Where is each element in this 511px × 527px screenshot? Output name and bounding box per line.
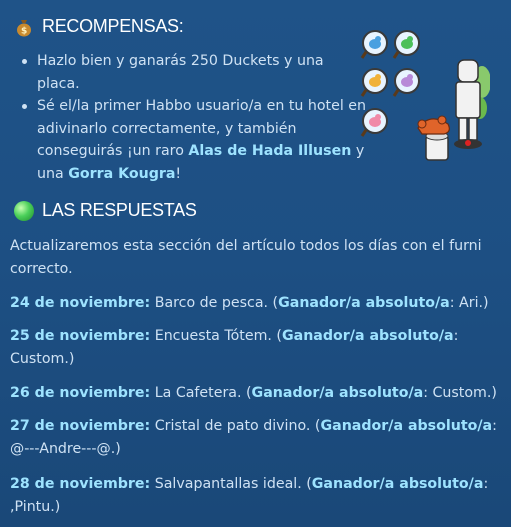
rewards-illustration (360, 20, 490, 170)
avatar (454, 60, 482, 149)
svg-text:$: $ (21, 26, 27, 36)
list-item: 27 de noviembre: Cristal de pato divino. (Ganador/a absoluto/a: @---Andre---@.) (10, 418, 497, 457)
answers-intro: Actualizaremos esta sección del artículo todos los días con el furni correcto. (10, 238, 482, 277)
list-item: Sé el/la primer Habbo usuario/a en tu hotel en adivinarlo correctamente, y también conseguirás ¡un raro Alas de Hada Illusen y una Gorra Kougra! (37, 95, 367, 185)
rewards-heading (14, 16, 183, 37)
list-item: 26 de noviembre: La Cafetera. (Ganador/a absoluto/a: Custom.) (10, 385, 497, 401)
list-item: Hazlo bien y ganarás 250 Duckets y una placa. (37, 50, 367, 95)
reward-cap: Gorra Kougra (68, 165, 176, 182)
money-bag-icon (14, 17, 34, 37)
rewards-title: RECOMPENSAS: (42, 16, 184, 36)
rewards-list (0, 50, 367, 185)
cafetera-furni (418, 116, 449, 160)
list-item: 25 de noviembre: Encuesta Tótem. (Ganador/a absoluto/a: Custom.) (10, 328, 459, 367)
answers-heading (14, 200, 197, 221)
answers-title: LAS RESPUESTAS (42, 200, 197, 220)
list-item: 24 de noviembre: Barco de pesca. (Ganador/a absoluto/a: Ari.) (10, 295, 489, 311)
list-item: 28 de noviembre: Salvapantallas ideal. (Ganador/a absoluto/a: ,Pintu.) (10, 476, 489, 515)
badge-grid (362, 31, 419, 136)
green-orb-icon (14, 201, 34, 221)
reward-wings: Alas de Hada Illusen (188, 143, 352, 159)
